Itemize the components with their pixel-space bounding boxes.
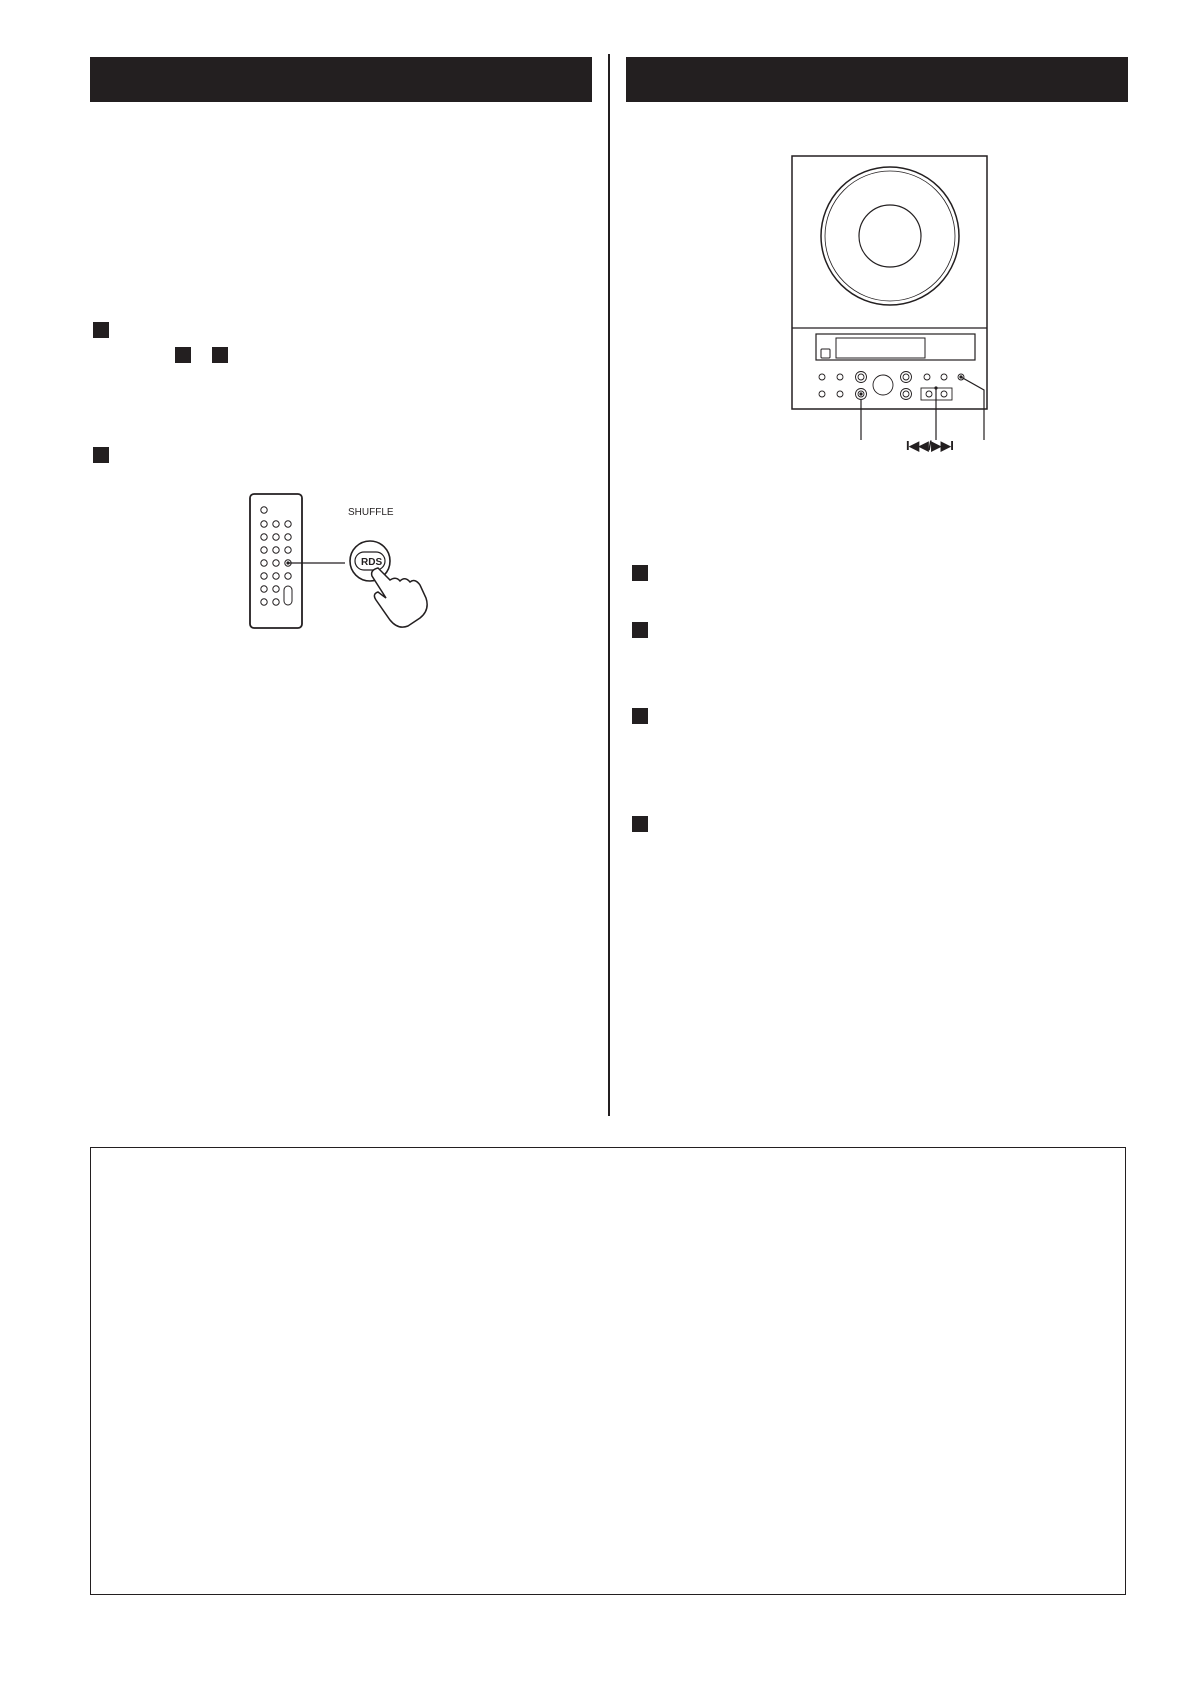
- inline-step-ref-a-marker: [175, 347, 191, 363]
- column-divider: [608, 54, 610, 1116]
- right-step-3-marker: [632, 708, 648, 724]
- remote-buttons: [261, 507, 292, 605]
- speaker-center: [859, 205, 921, 267]
- right-step-4-marker: [632, 816, 648, 832]
- speaker-cone: [821, 167, 959, 305]
- left-section-header: [90, 57, 592, 102]
- unit-body: [792, 156, 987, 409]
- pointing-hand-icon: [372, 568, 428, 627]
- panel-buttons: [819, 372, 964, 401]
- shuffle-caption: SHUFFLE: [348, 507, 394, 518]
- skip-buttons-label: I◀◀/▶▶I: [906, 438, 954, 453]
- note-box: [90, 1147, 1126, 1595]
- left-step-2-marker: [93, 447, 109, 463]
- display-window: [836, 338, 925, 358]
- remote-control-illustration: [240, 490, 450, 630]
- right-section-header: [626, 57, 1128, 102]
- inline-step-ref-b-marker: [212, 347, 228, 363]
- left-step-1-marker: [93, 322, 109, 338]
- remote-body: [250, 494, 302, 628]
- right-step-2-marker: [632, 622, 648, 638]
- main-unit-illustration: [780, 152, 1000, 462]
- right-step-1-marker: [632, 565, 648, 581]
- rds-button-label: RDS: [361, 557, 383, 568]
